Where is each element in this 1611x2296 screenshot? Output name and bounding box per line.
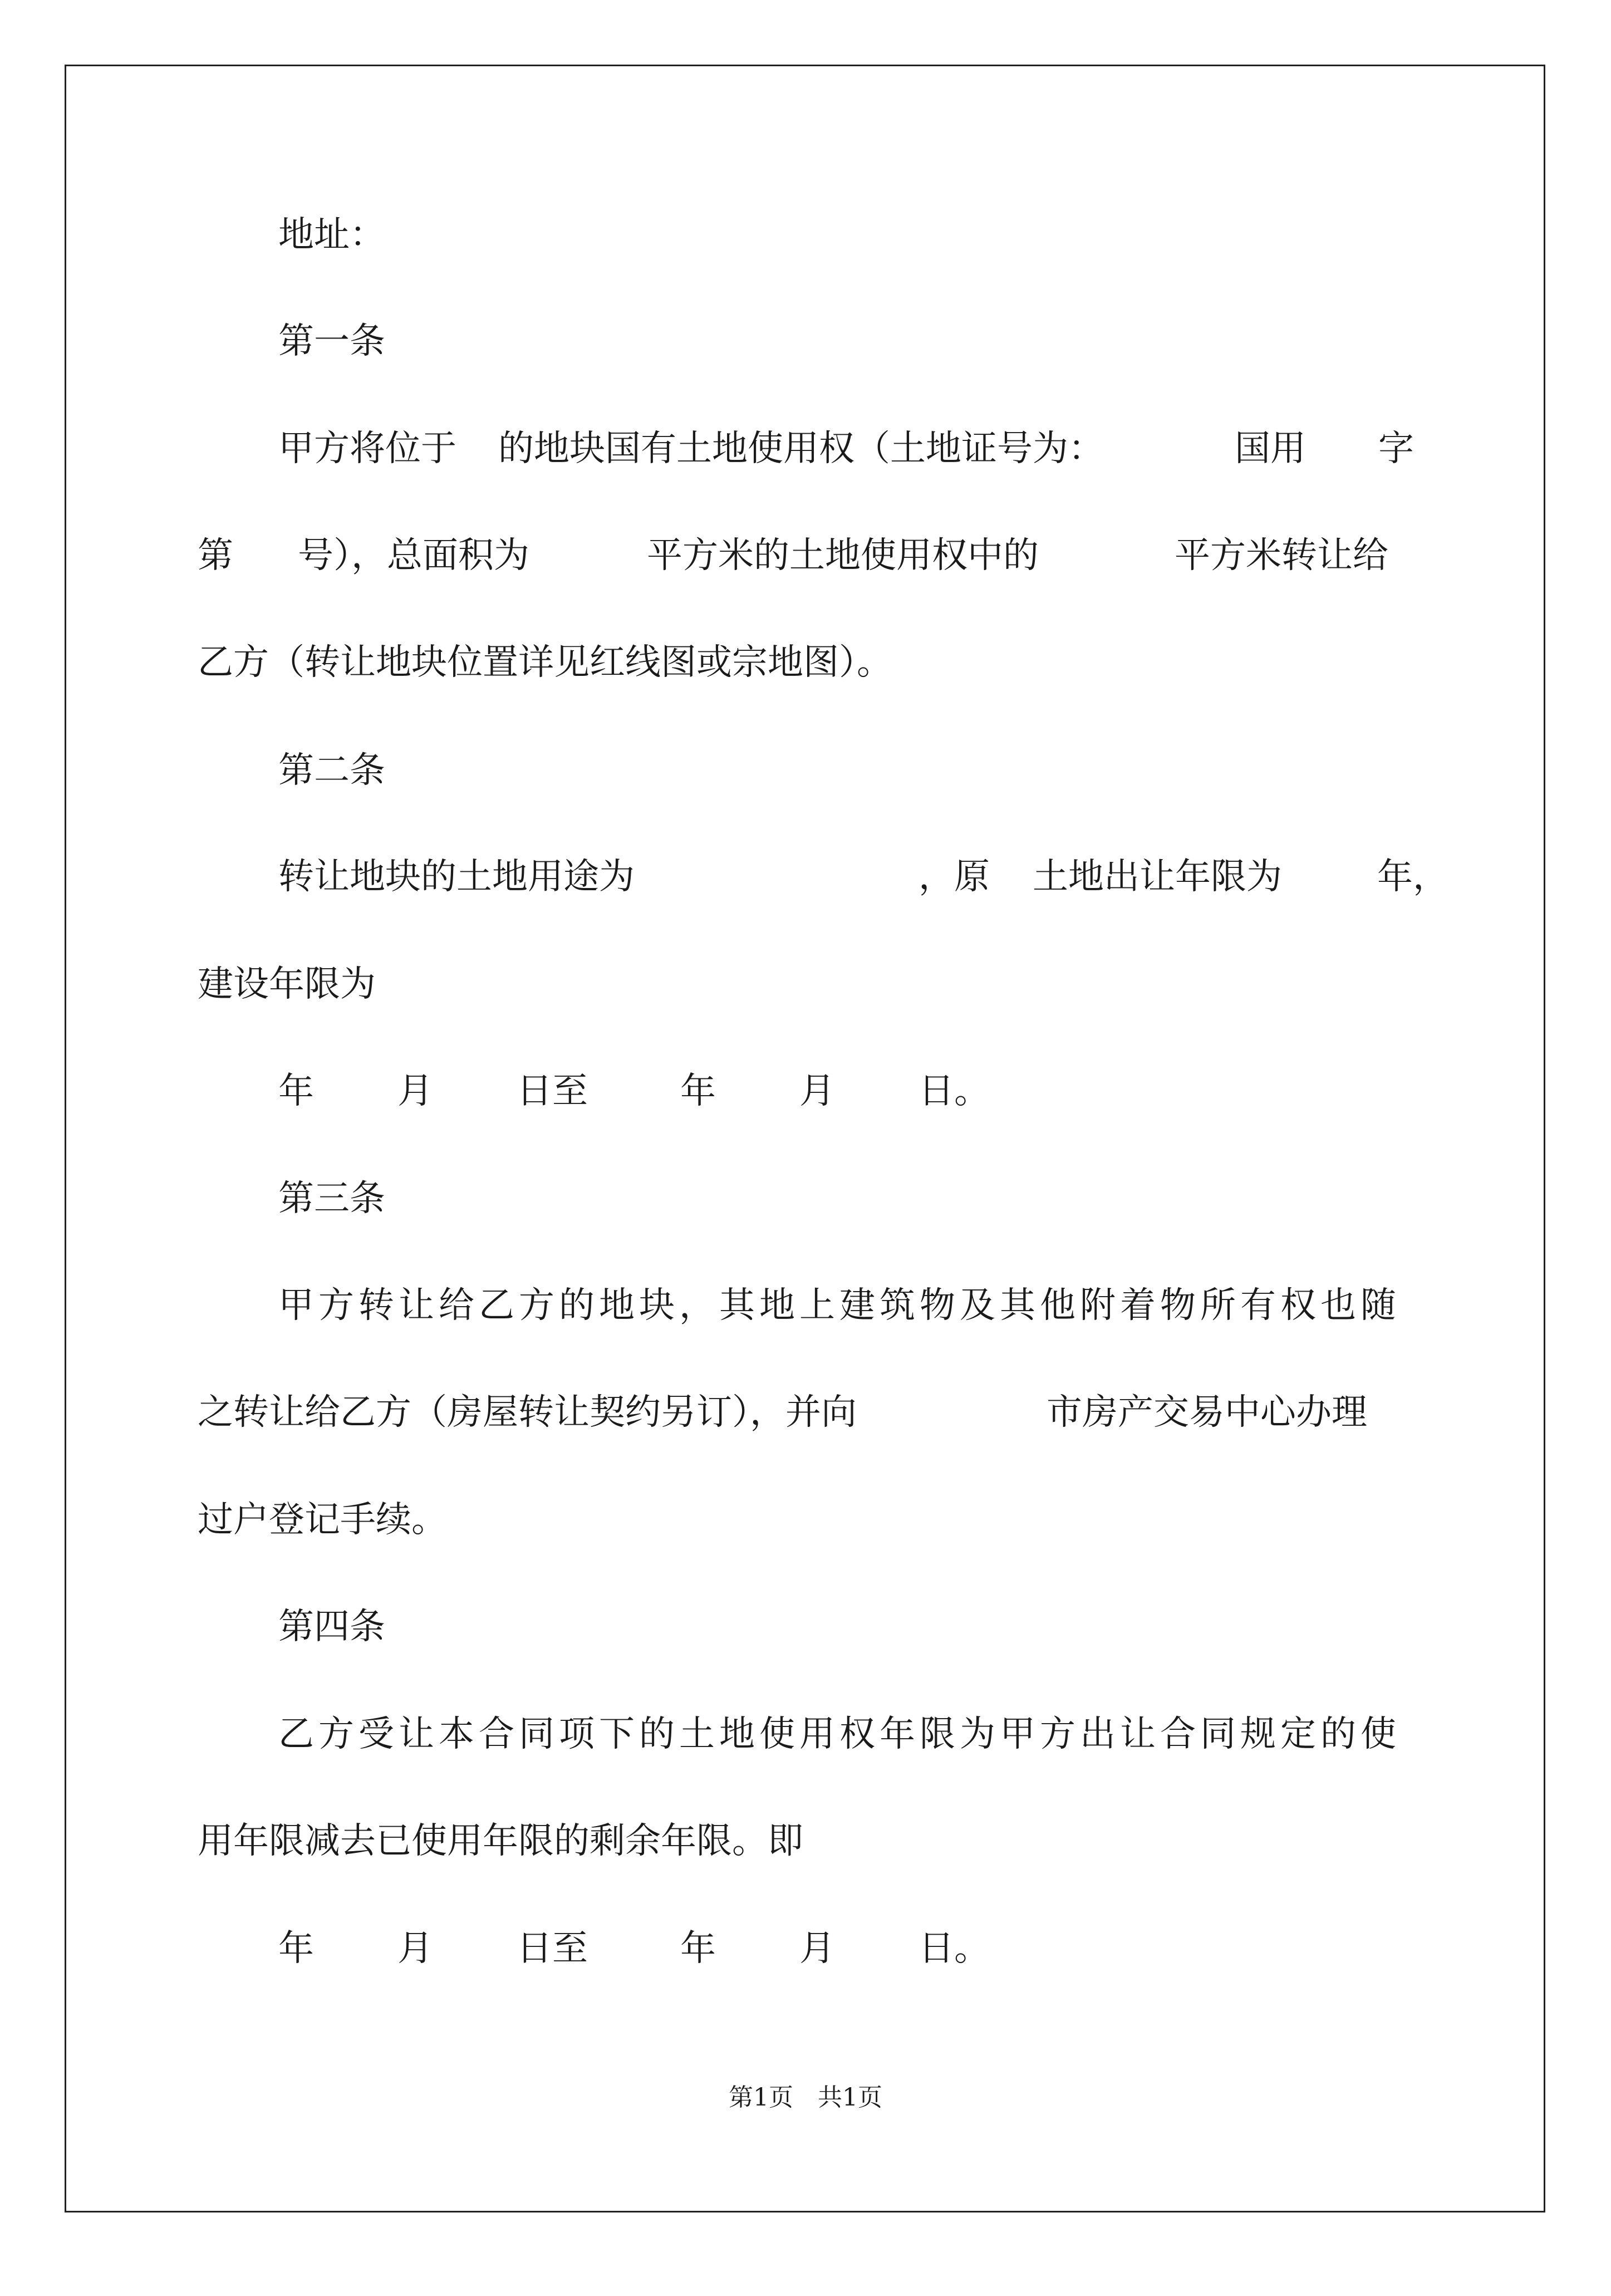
date-part: 年: [680, 1071, 716, 1112]
article-4-line-1: [0, 1708, 1611, 1761]
text-segment: 的地块国有土地使用权（土地证号为：: [498, 428, 1104, 469]
article-2-line-2: [0, 958, 1611, 1011]
article-2-title: [0, 744, 1611, 797]
text-segment: 甲方转让给乙方的地块，其地上建筑物及其他附着物所有权也随: [278, 1285, 1401, 1326]
text-segment: ，原: [919, 856, 990, 897]
date-part: 日至: [517, 1071, 588, 1112]
article-1-heading: 第一条: [278, 321, 385, 362]
text-segment: 建设年限为: [198, 964, 376, 1005]
text-segment: 平方米的土地使用权中的: [647, 535, 1039, 576]
article-3-heading: 第三条: [278, 1178, 385, 1219]
text-segment: 第: [198, 535, 233, 576]
article-4-title: [0, 1600, 1611, 1654]
article-3-line-3: [0, 1493, 1611, 1547]
address-label: 地址：: [278, 214, 385, 256]
date-part: 月: [799, 1071, 835, 1112]
text-segment: 过户登记手续。: [198, 1499, 447, 1541]
address-line: [0, 208, 1611, 262]
text-segment: 年，: [1377, 856, 1448, 897]
date-part: 日至: [517, 1928, 588, 1969]
text-segment: 土地出让年限为: [1033, 856, 1282, 897]
article-1-line-2: [0, 529, 1611, 582]
date-part: 年: [278, 1071, 314, 1112]
text-segment: 市房产交易中心办理: [1047, 1392, 1367, 1433]
article-2-heading: 第二条: [278, 750, 385, 791]
article-2-line-1: [0, 850, 1611, 904]
date-part: 日。: [919, 1928, 990, 1969]
text-segment: 用年限减去已使用年限的剩余年限。即: [198, 1821, 803, 1862]
date-part: 月: [397, 1071, 433, 1112]
article-4-heading: 第四条: [278, 1606, 385, 1647]
date-part: 月: [799, 1928, 835, 1969]
date-part: 日。: [919, 1071, 990, 1112]
article-3-line-1: [0, 1279, 1611, 1332]
text-segment: 转让地块的土地用途为: [278, 856, 635, 897]
text-segment: 之转让给乙方（房屋转让契约另订），并向: [198, 1392, 857, 1433]
article-4-date-line: [0, 1922, 1611, 1975]
article-4-line-2: [0, 1814, 1611, 1868]
article-1-line-3: [0, 636, 1611, 689]
date-part: 年: [680, 1928, 716, 1969]
date-part: 年: [278, 1928, 314, 1969]
date-part: 月: [397, 1928, 433, 1969]
text-segment: 甲方将位于: [278, 428, 456, 469]
article-3-title: [0, 1172, 1611, 1225]
text-segment: 平方米转让给: [1175, 535, 1388, 576]
text-segment: 国用: [1235, 428, 1306, 469]
page-frame: [65, 65, 1545, 2212]
article-2-date-line: [0, 1064, 1611, 1118]
page-footer: 第1页 共1页: [729, 2083, 882, 2112]
text-segment: 乙方受让本合同项下的土地使用权年限为甲方出让合同规定的使: [278, 1714, 1401, 1755]
text-segment: 乙方（转让地块位置详见红线图或宗地图）。: [198, 642, 892, 683]
text-segment: 字: [1378, 428, 1414, 469]
article-1-line-1: [0, 422, 1611, 475]
text-segment: 号），总面积为: [298, 535, 529, 576]
article-3-line-2: [0, 1386, 1611, 1439]
article-1-title: [0, 315, 1611, 368]
